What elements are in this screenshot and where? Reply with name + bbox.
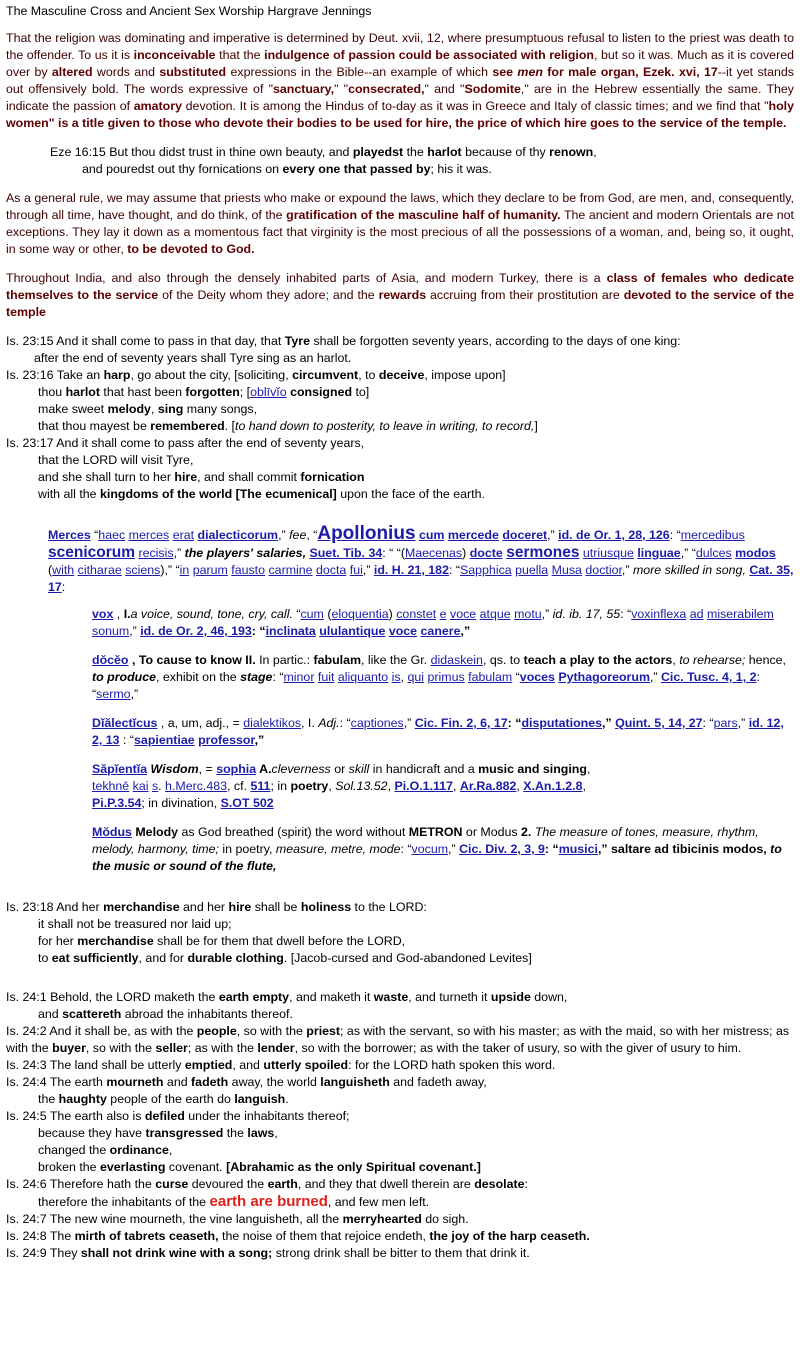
link-suet-tib[interactable]: Suet. Tib. 34	[309, 546, 383, 560]
link-dulces[interactable]: dulces	[695, 546, 732, 560]
link-modos[interactable]: modos	[735, 546, 776, 560]
link-apollonius[interactable]: Apollonius	[317, 523, 416, 544]
link-parum[interactable]: parum	[192, 563, 228, 577]
link-x-an[interactable]: X.An.1.2.8	[523, 779, 583, 793]
link-canere[interactable]: canere	[420, 624, 461, 638]
link-oblivio[interactable]: oblīvĭo	[250, 385, 287, 399]
link-maecenas[interactable]: Maecenas	[404, 546, 463, 560]
link-modus[interactable]: Mŏdus	[92, 825, 132, 839]
verse-is-23-16: Is. 23:16 Take an harp, go about the city, [soliciting, circumvent, to deceive, impose upon] thou harlot that hast been forgotten; [oblīvĭo consigned to] make sweet melody, sing many songs, that thou mayest be remembered. [to hand down to posterity, to leave in writing, to record,]	[6, 368, 538, 433]
link-professor[interactable]: professor	[198, 733, 255, 747]
link-musa[interactable]: Musa	[551, 563, 582, 577]
lexicon-modus: Mŏdus Melody as God breathed (spirit) the word without METRON or Modus 2. The measure of tones, measure, rhythm, melody, harmony, time; in poetry, measure, metre, mode: “vocum,” Cic. Div. 2, 3, 9: “musici,” saltare ad tibicinis modos, to the music or sound of the flute,	[92, 825, 782, 873]
link-miserabilem[interactable]: miserabilem	[707, 607, 774, 621]
link-cat-35[interactable]: Cat. 35, 17	[48, 563, 794, 594]
link-mercedibus[interactable]: mercedibus	[680, 528, 745, 542]
link-carmine[interactable]: carmine	[268, 563, 313, 577]
verse-is-24-8: Is. 24:8 The mirth of tabrets ceaseth, the noise of them that rejoice endeth, the joy of the harp ceaseth.	[6, 1229, 590, 1243]
link-pythagoreorum[interactable]: Pythagoreorum	[558, 670, 650, 684]
link-id-de-or-1-28[interactable]: id. de Or. 1, 28, 126	[558, 528, 670, 542]
link-utriusque[interactable]: utriusque	[582, 546, 634, 560]
lexicon-vox: vox , I.a voice, sound, tone, cry, call. “cum (eloquentia) constet e voce atque motu,” id. ib. 17, 55: “voxinflexa ad miserabilem sonum,” id. de Or. 2, 46, 193: “inclinata ululantique voce canere,”	[92, 607, 774, 638]
link-voxinflexa[interactable]: voxinflexa	[631, 607, 687, 621]
link-s-ot[interactable]: S.OT 502	[220, 796, 274, 810]
link-dialektikos[interactable]: dialektikos	[243, 716, 302, 730]
verse-is-24-2: Is. 24:2 And it shall be, as with the people, so with the priest; as with the servant, so with his master; as with the maid, so with her mistress; as with the buyer, so with the seller; as with the lender, so with the borrower; as with the taker of usury, so with the giver of usury to him.	[6, 1024, 790, 1055]
link-id-12-2[interactable]: id. 12, 2, 13	[92, 716, 784, 747]
link-dialecticorum[interactable]: dialecticorum	[197, 528, 279, 542]
verse-is-24-6: Is. 24:6 Therefore hath the curse devoured the earth, and they that dwell therein are desolate: therefore the inhabitants of the earth are burned, and few men left.	[6, 1177, 528, 1210]
link-minor[interactable]: minor	[283, 670, 315, 684]
link-inclinata[interactable]: inclinata	[265, 624, 316, 638]
link-vocum[interactable]: vocum	[411, 842, 449, 856]
link-qui[interactable]: qui	[407, 670, 425, 684]
verse-is-24-1: Is. 24:1 Behold, the LORD maketh the earth empty, and maketh it waste, and turneth it upside down, and scattereth abroad the inhabitants thereof.	[6, 990, 568, 1021]
link-kai[interactable]: kai	[132, 779, 149, 793]
link-fuit[interactable]: fuit	[317, 670, 335, 684]
link-pi-o[interactable]: Pi.O.1.117	[394, 779, 454, 793]
link-fui[interactable]: fui	[349, 563, 363, 577]
link-cic-tusc[interactable]: Cic. Tusc. 4, 1, 2	[660, 670, 757, 684]
verse-is-23-15: Is. 23:15 And it shall come to pass in that day, that Tyre shall be forgotten seventy years, according to the days of one king: after the end of seventy years shall Tyre sing as an harlot.	[6, 334, 681, 365]
verse-is-24-9: Is. 24:9 They shall not drink wine with a song; strong drink shall be bitter to them that drink it.	[6, 1246, 530, 1260]
link-s[interactable]: s	[151, 779, 159, 793]
link-recisis[interactable]: recisis	[138, 546, 174, 560]
verse-is-23-17: Is. 23:17 And it shall come to pass after the end of seventy years, that the LORD will visit Tyre, and she shall turn to her hire, and shall commit fornication with all the kingdoms of the world [The ecumenical] upon the face of the earth.	[6, 436, 485, 501]
link-in[interactable]: in	[179, 563, 190, 577]
paragraph-priests: As a general rule, we may assume that priests who make or expound the laws, which they declare to be from God, are men, and, consequently, through all time, have thought, and do think, of the gratification of the masculine half of humanity. The ancient and modern Orientals are not exceptions. They lay it down as a momentous fact that virginity is the most precious of all the possessions of a woman, and, being so, it ought, in some way or other, to be devoted to God.	[6, 191, 794, 256]
link-cic-div[interactable]: Cic. Div. 2, 3, 9	[459, 842, 545, 856]
page-title: The Masculine Cross and Ancient Sex Worship Hargrave Jennings	[6, 4, 372, 18]
link-sonum[interactable]: sonum	[92, 624, 130, 638]
link-merces[interactable]: Merces	[48, 528, 91, 542]
verse-is-24-7: Is. 24:7 The new wine mourneth, the vine languisheth, all the merryhearted do sigh.	[6, 1212, 469, 1226]
link-quint[interactable]: Quint. 5, 14, 27	[615, 716, 703, 730]
link-cic-fin[interactable]: Cic. Fin. 2, 6, 17	[414, 716, 508, 730]
link-pars[interactable]: pars	[713, 716, 738, 730]
link-cum[interactable]: cum	[418, 528, 445, 542]
link-voces[interactable]: voces	[519, 670, 555, 684]
link-fausto[interactable]: fausto	[231, 563, 266, 577]
link-sapientiae[interactable]: sapientiae	[134, 733, 195, 747]
link-cum-2[interactable]: cum	[300, 607, 324, 621]
lexicon-merces: Merces “haec merces erat dialecticorum,” fee, “Apollonius cum mercede doceret,” id. de Or. 1, 28, 126: “mercedibus scenicorum recisis,” the players' salaries, Suet. Tib. 34: “ “(Maecenas) docte sermones utriusque linguae,” “dulces modos (with citharae sciens),” “in parum fausto carmine docta fui,” id. H. 21, 182: “Sapphica puella Musa doctior,” more skilled in song, Cat. 35, 17:	[48, 523, 794, 594]
verse-eze-16-15: Eze 16:15 But thou didst trust in thine own beauty, and playedst the harlot because of thy renown, and pouredst out thy fornications on every one that passed by; his it was.	[50, 145, 597, 176]
link-captiones[interactable]: captiones	[350, 716, 404, 730]
link-tekhne[interactable]: tekhnē	[92, 779, 130, 793]
link-doceo[interactable]: dŏcĕo	[92, 653, 129, 667]
link-sermones[interactable]: sermones	[506, 544, 580, 561]
link-erat[interactable]: erat	[172, 528, 195, 542]
link-doceret[interactable]: doceret	[502, 528, 548, 542]
link-with[interactable]: with	[52, 563, 75, 577]
link-h-merc[interactable]: h.Merc.483	[165, 779, 228, 793]
verse-is-24-3: Is. 24:3 The land shall be utterly emptied, and utterly spoiled: for the LORD hath spoken this word.	[6, 1058, 556, 1072]
link-sophia[interactable]: sophia	[216, 762, 257, 776]
verse-is-24-4: Is. 24:4 The earth mourneth and fadeth away, the world languisheth and fadeth away, the haughty people of the earth do languish.	[6, 1075, 487, 1106]
link-puella[interactable]: puella	[515, 563, 549, 577]
link-id-h-21[interactable]: id. H. 21, 182	[373, 563, 449, 577]
link-pi-p[interactable]: Pi.P.3.54	[92, 796, 142, 810]
link-eloquentia[interactable]: eloquentia	[331, 607, 389, 621]
link-sciens[interactable]: sciens	[125, 563, 161, 577]
verse-is-23-18: Is. 23:18 And her merchandise and her hire shall be holiness to the LORD: it shall not be treasured nor laid up; for her merchandise shall be for them that dwell before the LORD, to eat sufficiently, and for durable clothing. [Jacob-cursed and God-abandoned Levites]	[6, 900, 532, 965]
paragraph-india: Throughout India, and also through the densely inhabited parts of Asia, and modern Turkey, there is a class of females who dedicate themselves to the service of the Deity whom they adore; and the rewards accruing from their prostitution are devoted to the service of the temple	[6, 271, 795, 319]
link-musici[interactable]: musici	[558, 842, 598, 856]
link-fabulam[interactable]: fabulam	[468, 670, 513, 684]
lexicon-dialecticus: Dĭălectĭcus , a, um, adj., = dialektikos, I. Adj.: “captiones,” Cic. Fin. 2, 6, 17: “disputationes,” Quint. 5, 14, 27: “pars,” id. 12, 2, 13 : “sapientiae professor,”	[92, 716, 784, 747]
link-ar-ra[interactable]: Ar.Ra.882	[459, 779, 517, 793]
link-sapientia[interactable]: Săpĭentĭa	[92, 762, 148, 776]
link-haec[interactable]: haec	[98, 528, 126, 542]
link-disputationes[interactable]: disputationes	[521, 716, 602, 730]
link-docte[interactable]: docte	[469, 546, 503, 560]
link-motu[interactable]: motu	[514, 607, 542, 621]
verse-is-24-5: Is. 24:5 The earth also is defiled under the inhabitants thereof; because they have transgressed the laws, changed the ordinance, broken the everlasting covenant. [Abrahamic as the only Spiritual covenant.]	[6, 1109, 481, 1174]
link-voce-2[interactable]: voce	[388, 624, 418, 638]
link-constet[interactable]: constet	[396, 607, 437, 621]
link-511[interactable]: 511	[250, 779, 271, 793]
link-aliquanto[interactable]: aliquanto	[337, 670, 389, 684]
link-doctior[interactable]: doctior	[585, 563, 622, 577]
link-merces-2[interactable]: merces	[128, 528, 170, 542]
link-sapphica[interactable]: Sapphica	[459, 563, 512, 577]
link-docta[interactable]: docta	[316, 563, 347, 577]
link-ululantique[interactable]: ululantique	[319, 624, 386, 638]
link-linguae[interactable]: linguae	[637, 546, 681, 560]
link-sermo[interactable]: sermo	[96, 687, 131, 701]
link-citharae[interactable]: citharae	[77, 563, 122, 577]
link-mercede[interactable]: mercede	[447, 528, 499, 542]
lexicon-doceo: dŏcĕo , To cause to know II. In partic.: fabulam, like the Gr. didaskein, qs. to teach a play to the actors, to rehearse; hence, to produce, exhibit on the stage: “minor fuit aliquanto is, qui primus fabulam “voces Pythagoreorum,” Cic. Tusc. 4, 1, 2: “sermo,”	[92, 653, 786, 701]
link-atque[interactable]: atque	[479, 607, 511, 621]
link-vox[interactable]: vox	[92, 607, 114, 621]
highlight-earth-burned: earth are burned	[209, 1193, 328, 1210]
lexicon-sapientia: Săpĭentĭa Wisdom, = sophia A.cleverness or skill in handicraft and a music and singing, tekhnē kai s. h.Merc.483, cf. 511; in poetry, Sol.13.52, Pi.O.1.117, Ar.Ra.882, X.An.1.2.8, Pi.P.3.54; in divination, S.OT 502	[92, 762, 591, 810]
link-voce[interactable]: voce	[450, 607, 477, 621]
link-id-de-or-2-46[interactable]: id. de Or. 2, 46, 193	[140, 624, 252, 638]
link-didaskein[interactable]: didaskein	[430, 653, 483, 667]
link-ad[interactable]: ad	[689, 607, 704, 621]
paragraph-religion: That the religion was dominating and imperative is determined by Deut. xvii, 12, where presumptuous refusal to listen to the priest was death to the offender. To us it is inconceivable that the indulgence of passion could be associated with religion, but so it was. Much as it is covered over by altered words and substituted expressions in the Bible--an example of which see men for male organ, Ezek. xvi, 17--it yet stands out offensively bold. The words expressive of "sanctuary," "consecrated," and "Sodomite," are in the Hebrew essentially the same. They indicate the passion of amatory devotion. It is among the Hindus of to-day as it was in Greece and Italy of classic times; and we find that "holy women" is a title given to those who devote their bodies to be used for hire, the price of which hire goes to the service of the temple.	[6, 31, 795, 130]
link-e[interactable]: e	[439, 607, 447, 621]
link-is[interactable]: is	[391, 670, 401, 684]
link-dialecticus[interactable]: Dĭălectĭcus	[92, 716, 158, 730]
link-scenicorum[interactable]: scenicorum	[48, 544, 136, 561]
link-primus[interactable]: primus	[427, 670, 465, 684]
